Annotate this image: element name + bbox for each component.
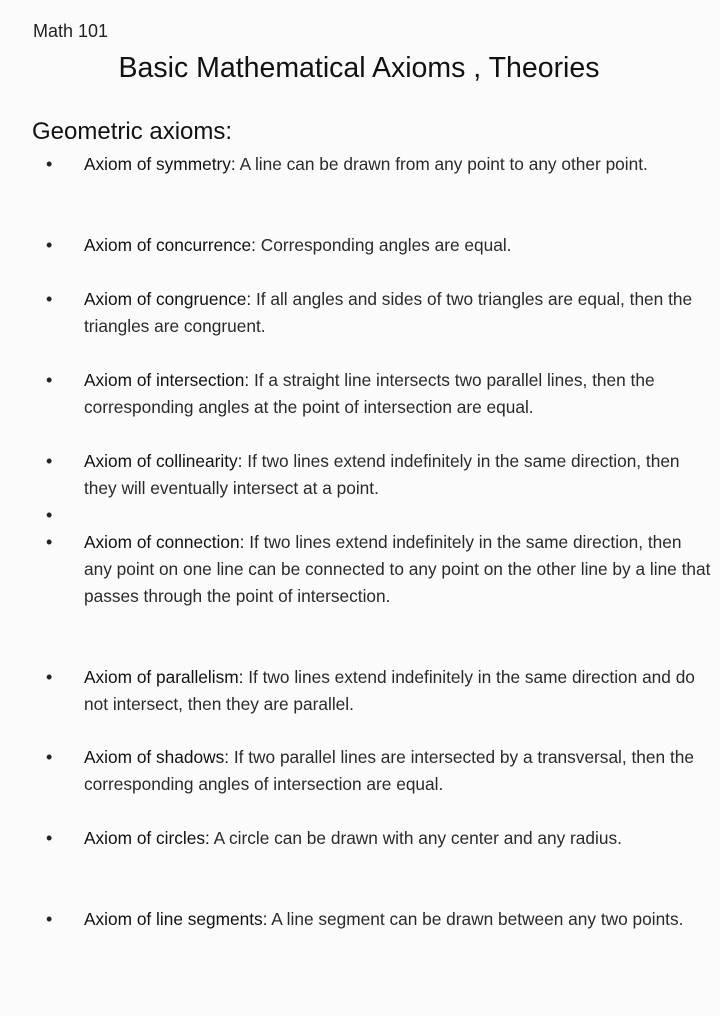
bullet: • [46,532,53,552]
axiom-definition: A circle can be drawn with any center and any radius. [209,828,622,848]
axiom-definition: A line can be drawn from any point to any other point. [235,154,648,174]
axiom-term: Axiom of connection: [84,532,245,552]
axiom-term: Axiom of parallelism: [84,667,244,687]
axiom-term: Axiom of collinearity: [84,451,243,471]
axiom-term: Axiom of line segments: [84,909,268,929]
section-heading: Geometric axioms: [32,118,233,145]
axiom-text [84,286,712,340]
axiom-term: Axiom of shadows: [84,747,230,767]
axiom-term: Axiom of circles: [84,828,210,848]
axiom-definition: If two lines extend indefinitely in the same direction and do not intersect, then they are parallel. [84,667,695,714]
bullet: • [46,505,53,525]
axiom-term: Axiom of intersection: [84,370,250,390]
axiom-definition: If two parallel lines are intersected by a transversal, then the corresponding angles of intersection are equal. [84,747,694,794]
bullet: • [46,289,53,309]
axiom-term: Axiom of concurrence: [84,235,256,255]
axiom-definition: If two lines extend indefinitely in the same direction, then any point on one line can be connected to any point on the other line by a line that passes through the point of intersection. [84,532,711,606]
axiom-text [84,664,712,718]
axiom-text [84,151,712,178]
bullet: • [46,667,53,687]
axiom-definition: If a straight line intersects two parallel lines, then the corresponding angles at the point of intersection are equal. [84,370,655,417]
page-title: Basic Mathematical Axioms , Theories [118,52,600,84]
axiom-text [84,448,712,502]
axiom-text [84,367,712,421]
axiom-term: Axiom of congruence: [84,289,252,309]
bullet: • [46,451,53,471]
axiom-text [84,529,712,610]
axiom-text [84,232,712,259]
axiom-text [84,744,712,798]
bullet: • [46,747,53,767]
axiom-definition: If all angles and sides of two triangles are equal, then the triangles are congruent. [84,289,693,336]
axiom-text [84,906,712,933]
axiom-definition: A line segment can be drawn between any two points. [267,909,684,929]
bullet: • [46,909,53,929]
axiom-text [84,825,712,852]
axiom-definition: If two lines extend indefinitely in the same direction, then they will eventually intersect at a point. [84,451,680,498]
axiom-term: Axiom of symmetry: [84,154,236,174]
course-label: Math 101 [33,21,109,41]
bullet: • [46,828,53,848]
bullet: • [46,370,53,390]
axiom-definition: Corresponding angles are equal. [255,235,512,255]
bullet: • [46,235,53,255]
bullet: • [46,154,53,174]
